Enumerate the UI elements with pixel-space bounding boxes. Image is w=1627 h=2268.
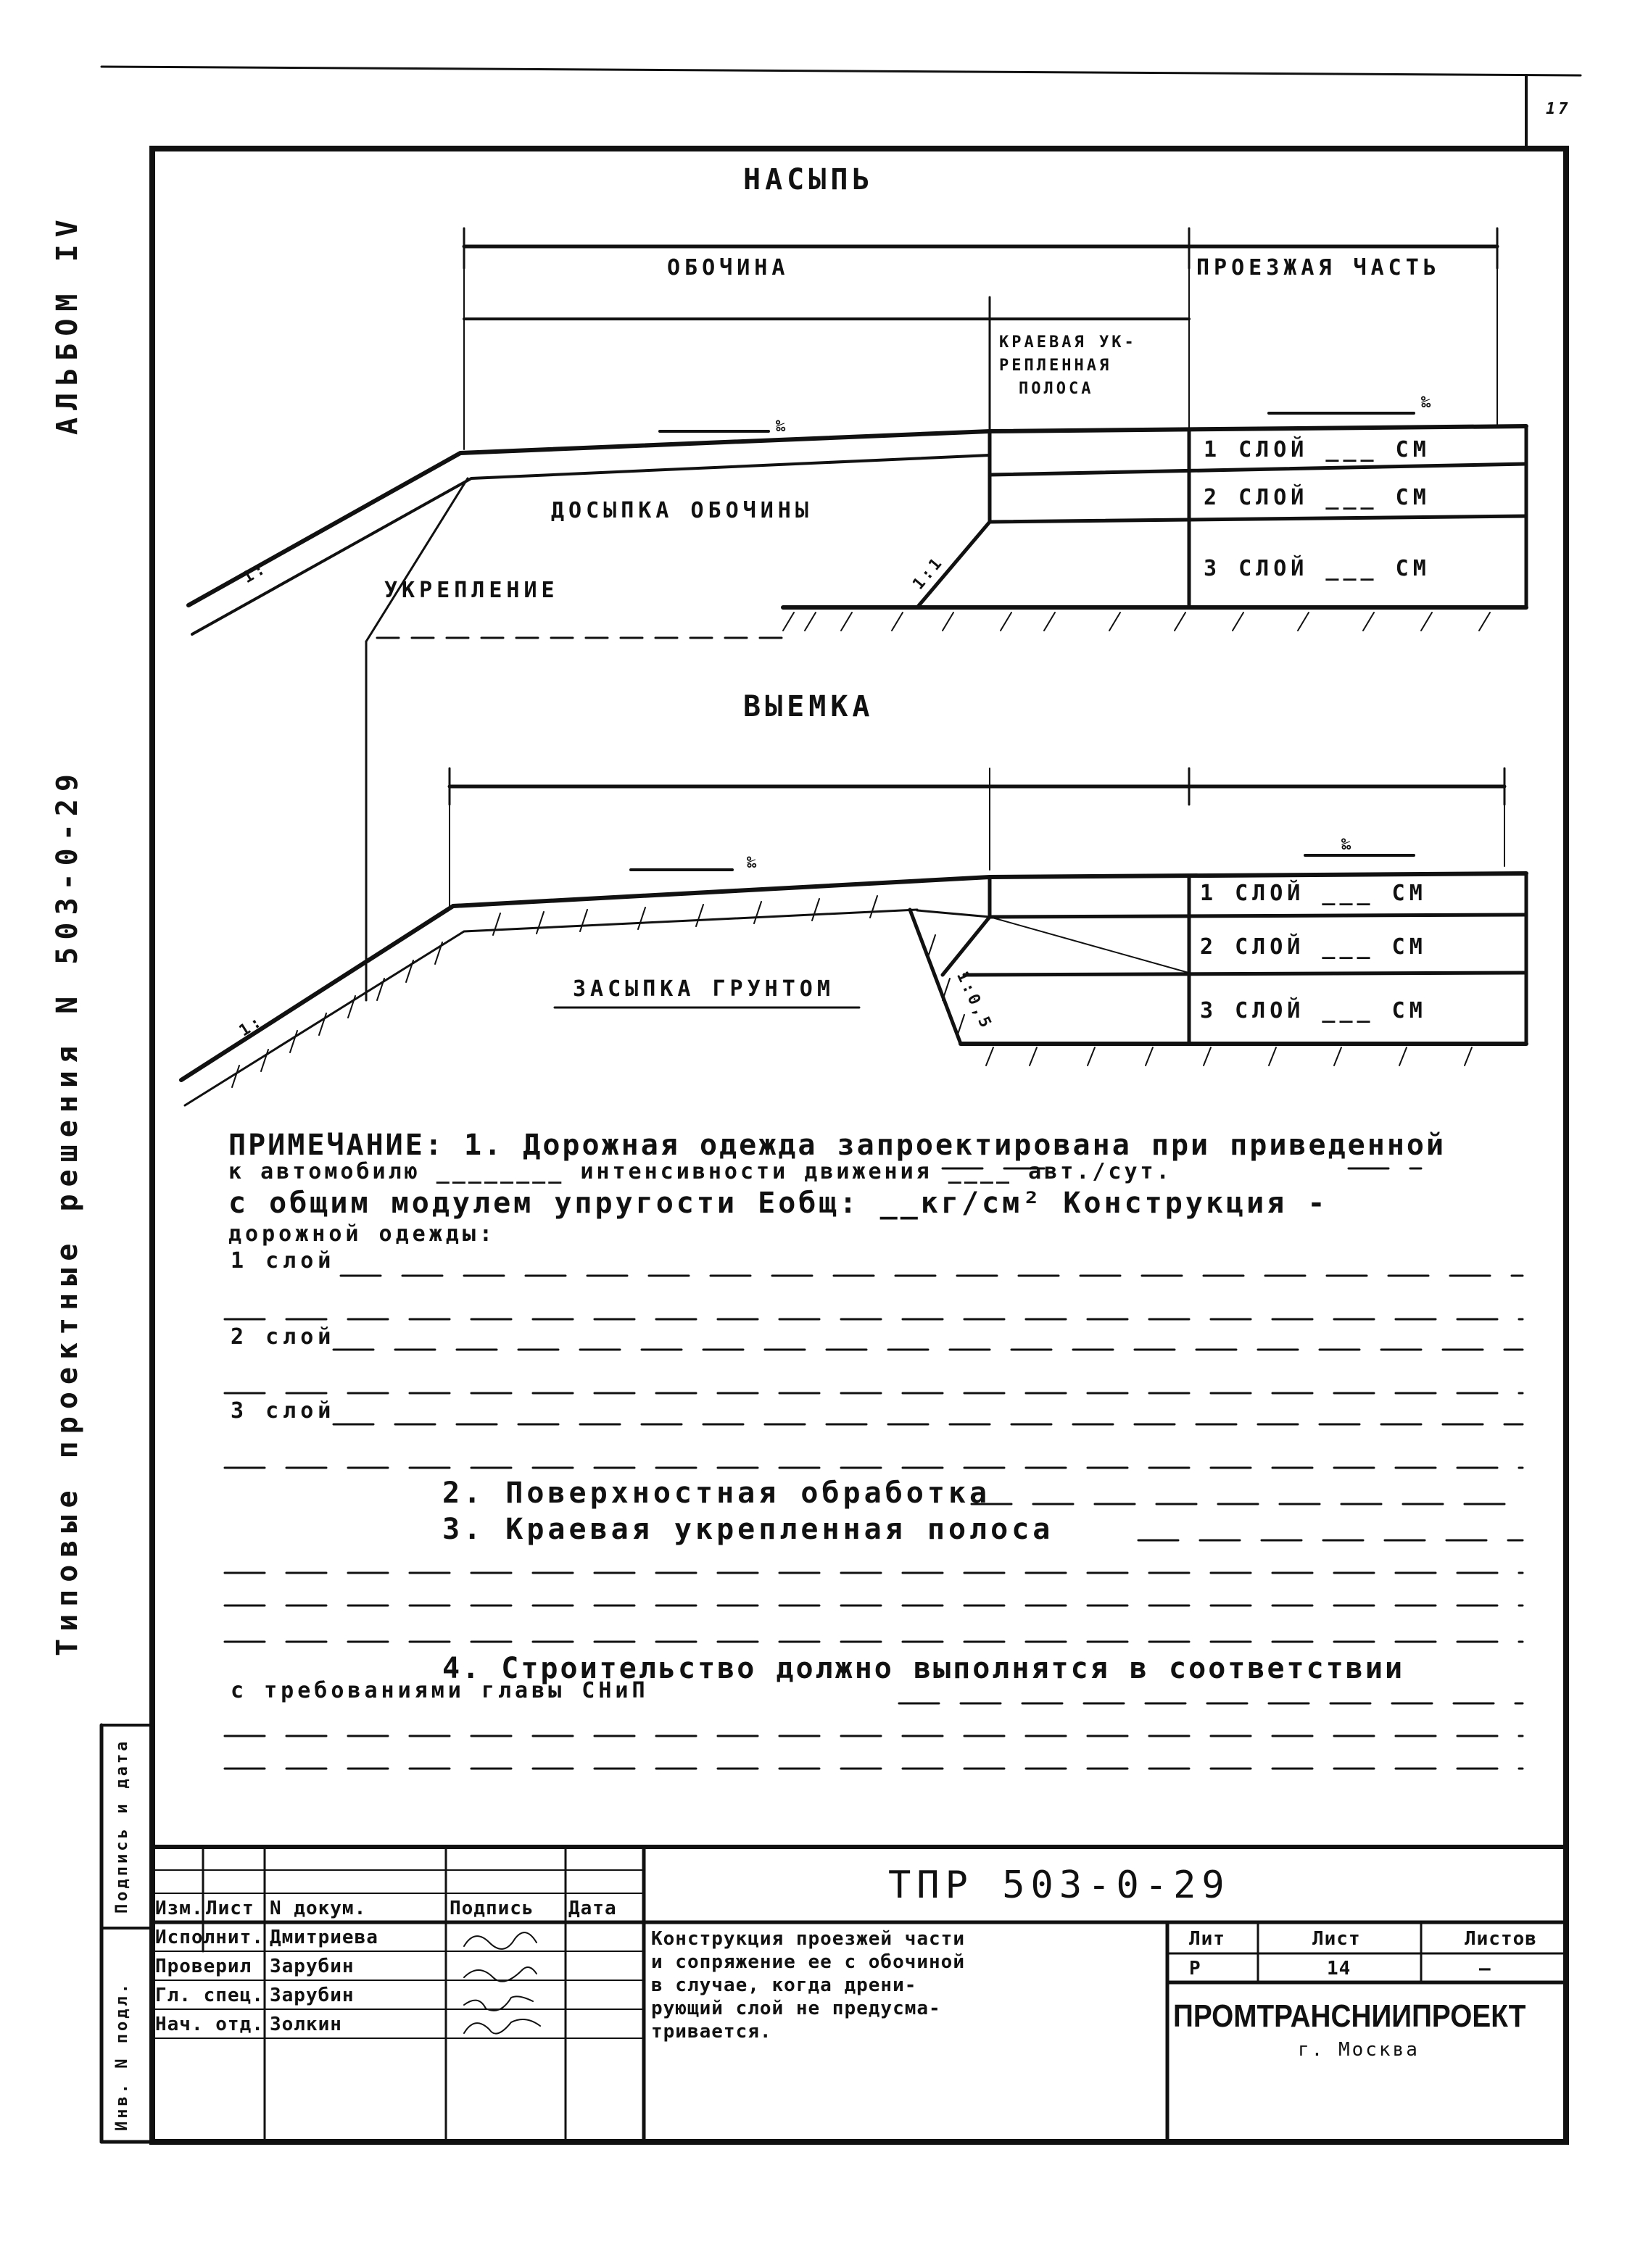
- embankment-layer-1: 1 СЛОЙ ___ СМ: [1204, 437, 1431, 462]
- header-doc-no: N докум.: [270, 1898, 367, 1919]
- embankment-layer-3: 3 СЛОЙ ___ СМ: [1204, 556, 1431, 581]
- header-date: Дата: [568, 1898, 617, 1919]
- note-line-2: к автомобилю ________ интенсивности движения ____ авт./сут.: [228, 1159, 1172, 1184]
- embankment-title: НАСЫПЬ: [743, 163, 874, 196]
- edge-strip-line-2: РЕПЛЕННАЯ: [999, 357, 1112, 375]
- description-line-1: Конструкция проезжей части: [651, 1928, 965, 1950]
- carriageway-label: ПРОЕЗЖАЯ ЧАСТЬ: [1196, 255, 1441, 281]
- sheets-label: Листов: [1465, 1928, 1537, 1950]
- sheet-label: Лист: [1312, 1928, 1361, 1950]
- lit-value: Р: [1189, 1958, 1201, 1980]
- header-change: Изм.: [155, 1898, 204, 1919]
- note-item-4: 4. Строительство должно выполнятся в соответствии: [442, 1652, 1405, 1685]
- name-dept-head: Золкин: [270, 2014, 342, 2035]
- cut-slope-ratio: 1:: [236, 1011, 268, 1041]
- role-checker: Проверил: [155, 1956, 252, 1977]
- note-line-1: ПРИМЕЧАНИЕ: 1. Дорожная одежда запроектирована при приведенной: [228, 1129, 1446, 1162]
- series-label: Типовые проектные решения N 503-0-29: [51, 767, 84, 1656]
- edge-strip-line-1: КРАЕВАЯ УК-: [999, 333, 1137, 352]
- embankment-layer-2: 2 СЛОЙ ___ СМ: [1204, 485, 1431, 510]
- edge-strip-line-3: ПОЛОСА: [1019, 380, 1094, 398]
- name-chief-spec: Зарубин: [270, 1985, 355, 2006]
- embankment-slope-left: ‰: [776, 418, 789, 436]
- description-line-2: и сопряжение ее с обочиной: [651, 1951, 965, 1973]
- note-layer-1: 1 слой: [231, 1248, 336, 1274]
- description-line-3: в случае, когда дрени-: [651, 1974, 917, 1996]
- shoulder-label: ОБОЧИНА: [667, 255, 790, 281]
- sign-date-label: Подпись и дата: [113, 1738, 131, 1914]
- cut-edge-ratio: 1:0,5: [953, 968, 996, 1034]
- note-item-3: 3. Краевая укрепленная полоса: [442, 1513, 1054, 1546]
- lit-label: Лит: [1189, 1928, 1225, 1950]
- document-code: ТПР 503-0-29: [888, 1864, 1230, 1907]
- note-layer-3: 3 слой: [231, 1398, 336, 1424]
- name-executor: Дмитриева: [270, 1927, 378, 1948]
- cut-slope-left: ‰: [747, 854, 760, 872]
- note-line-4: дорожной одежды:: [228, 1221, 496, 1247]
- embankment-slope-right: ‰: [1421, 394, 1434, 412]
- inv-no-label: Инв. N подл.: [113, 1981, 131, 2131]
- embankment-edge-ratio: 1:1: [909, 552, 948, 594]
- organization-city: г. Москва: [1298, 2039, 1420, 2061]
- role-executor: Исполнит.: [155, 1927, 264, 1948]
- shoulder-fill-label: ДОСЫПКА ОБОЧИНЫ: [551, 498, 813, 523]
- cut-layer-2: 2 СЛОЙ ___ СМ: [1200, 934, 1427, 960]
- name-checker: Зарубин: [270, 1956, 355, 1977]
- cut-hatch: [232, 896, 1472, 1087]
- note-item-2: 2. Поверхностная обработка: [442, 1476, 991, 1510]
- description-line-5: тривается.: [651, 2021, 772, 2043]
- description-line-4: рующий слой не предусма-: [651, 1998, 941, 2019]
- role-chief-spec: Гл. спец.: [155, 1985, 264, 2006]
- cut-title: ВЫЕМКА: [743, 690, 874, 723]
- organization-name: ПРОМТРАНСНИИПРОЕКТ: [1173, 1998, 1526, 2034]
- cut-slope-right: ‰: [1341, 836, 1354, 854]
- top-rule: [102, 67, 1581, 75]
- embankment-hatch: [783, 612, 1490, 631]
- header-signature: Подпись: [450, 1898, 534, 1919]
- embankment-slope-ratio: 1:: [239, 559, 271, 588]
- sheet-value: 14: [1327, 1958, 1351, 1980]
- header-sheet: Лист: [206, 1898, 254, 1919]
- role-dept-head: Нач. отд.: [155, 2014, 264, 2035]
- page-number: 17: [1546, 100, 1571, 118]
- cut-layer-3: 3 СЛОЙ ___ СМ: [1200, 998, 1427, 1023]
- album-label: АЛЬБОМ IV: [51, 212, 84, 435]
- note-line-3: с общим модулем упругости Еобщ: __кг/см² Конструкция -: [228, 1187, 1328, 1220]
- sheets-value: —: [1479, 1958, 1491, 1980]
- reinforcement-label: УКРЕПЛЕНИЕ: [384, 578, 559, 603]
- backfill-label: ЗАСЫПКА ГРУНТОМ: [573, 976, 835, 1002]
- note-item-4-cont: с требованиями главы СНиП: [231, 1678, 649, 1703]
- note-layer-2: 2 слой: [231, 1324, 336, 1350]
- cut-layer-1: 1 СЛОЙ ___ СМ: [1200, 881, 1427, 906]
